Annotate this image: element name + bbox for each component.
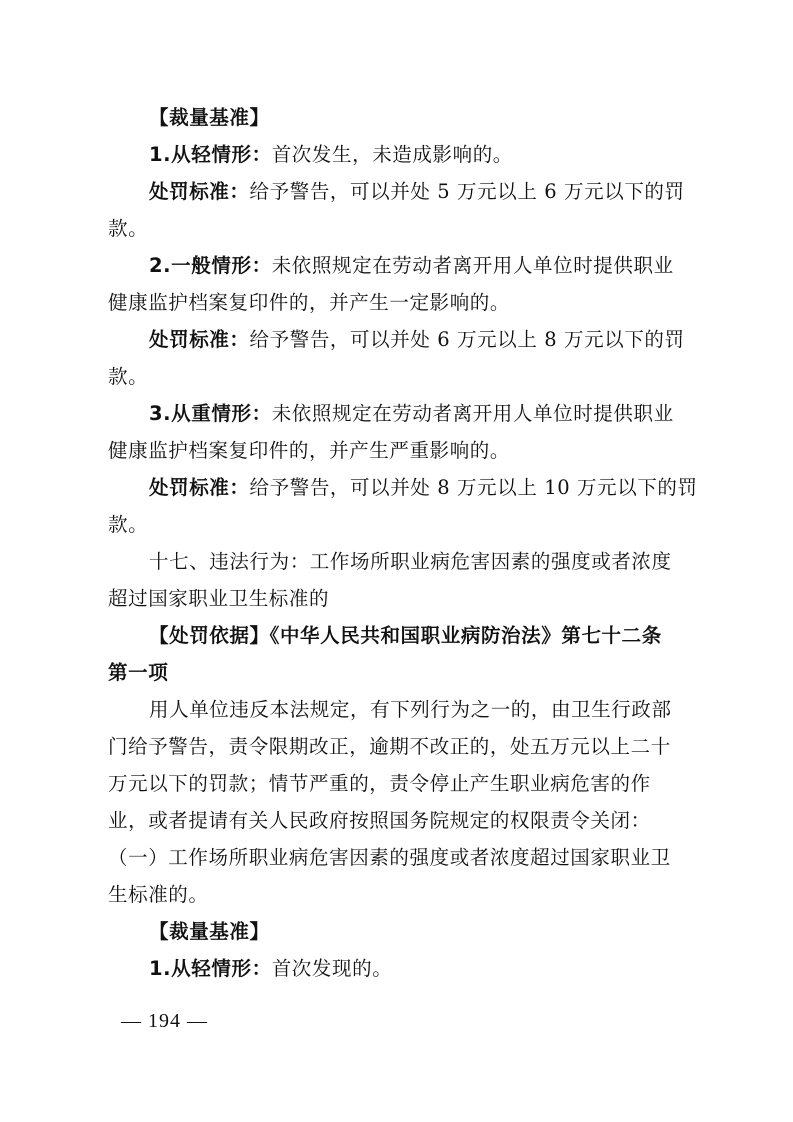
line-text: 未依照规定在劳动者离开用人单位时提供职业 — [271, 402, 674, 425]
line-text: 给予警告，可以并处 5 万元以上 6 万元以下的罚 — [249, 180, 685, 203]
line-text: 给予警告，可以并处 6 万元以上 8 万元以下的罚 — [249, 328, 685, 351]
bold-label: 处罚标准： — [149, 180, 250, 203]
line-text: 业，或者提请有关人民政府按照国务院规定的权限责令关闭： — [108, 809, 651, 832]
text-line — [108, 173, 698, 210]
bold-label: 2.一般情形： — [149, 254, 272, 277]
bold-label: 处罚标准： — [149, 328, 250, 351]
line-text: 首次发生，未造成影响的。 — [271, 143, 513, 166]
text-line — [108, 506, 698, 543]
bold-label: 处罚标准： — [149, 476, 250, 499]
text-line — [108, 543, 698, 580]
text-line — [108, 802, 698, 839]
line-text: 健康监护档案复印件的，并产生严重影响的。 — [108, 439, 511, 462]
text-line — [108, 469, 698, 506]
line-text: 超过国家职业卫生标准的 — [108, 587, 330, 610]
line-text: 用人单位违反本法规定，有下列行为之一的，由卫生行政部 — [149, 698, 672, 721]
line-text: 健康监护档案复印件的，并产生一定影响的。 — [108, 291, 511, 314]
text-line — [108, 395, 698, 432]
text-line — [108, 580, 698, 617]
text-line — [108, 950, 698, 987]
bold-label: 1.从轻情形： — [149, 143, 272, 166]
text-line — [108, 136, 698, 173]
text-line — [108, 876, 698, 913]
text-line — [108, 654, 698, 691]
text-line — [108, 839, 698, 876]
text-line — [108, 284, 698, 321]
text-line — [108, 247, 698, 284]
line-text: 给予警告，可以并处 8 万元以上 10 万元以下的罚 — [249, 476, 698, 499]
line-text: （一）工作场所职业病危害因素的强度或者浓度超过国家职业卫 — [108, 846, 671, 869]
text-line — [108, 210, 698, 247]
text-line — [108, 691, 698, 728]
line-text: 十七、违法行为：工作场所职业病危害因素的强度或者浓度 — [149, 550, 672, 573]
line-text: 首次发现的。 — [271, 957, 393, 980]
section-heading: 第一项 — [108, 661, 169, 684]
section-heading: 【裁量基准】 — [149, 920, 270, 943]
bold-label: 3.从重情形： — [149, 402, 272, 425]
text-line — [108, 728, 698, 765]
line-text: 款。 — [108, 513, 149, 536]
text-line — [108, 913, 698, 950]
page-number: — 194 — — [121, 1010, 208, 1032]
line-text: 门给予警告，责令限期改正，逾期不改正的，处五万元以上二十 — [108, 735, 671, 758]
line-text: 万元以下的罚款；情节严重的，责令停止产生职业病危害的作 — [108, 772, 651, 795]
bold-label: 1.从轻情形： — [149, 957, 272, 980]
document-body — [108, 99, 698, 987]
text-line — [108, 358, 698, 395]
line-text: 款。 — [108, 217, 149, 240]
line-text: 款。 — [108, 365, 149, 388]
line-text: 生标准的。 — [108, 883, 209, 906]
line-text: 未依照规定在劳动者离开用人单位时提供职业 — [271, 254, 674, 277]
text-line — [108, 765, 698, 802]
section-heading: 【处罚依据】《中华人民共和国职业病防治法》第七十二条 — [149, 624, 662, 647]
text-line — [108, 321, 698, 358]
text-line — [108, 99, 698, 136]
text-line — [108, 432, 698, 469]
section-heading: 【裁量基准】 — [149, 106, 270, 129]
text-line — [108, 617, 698, 654]
